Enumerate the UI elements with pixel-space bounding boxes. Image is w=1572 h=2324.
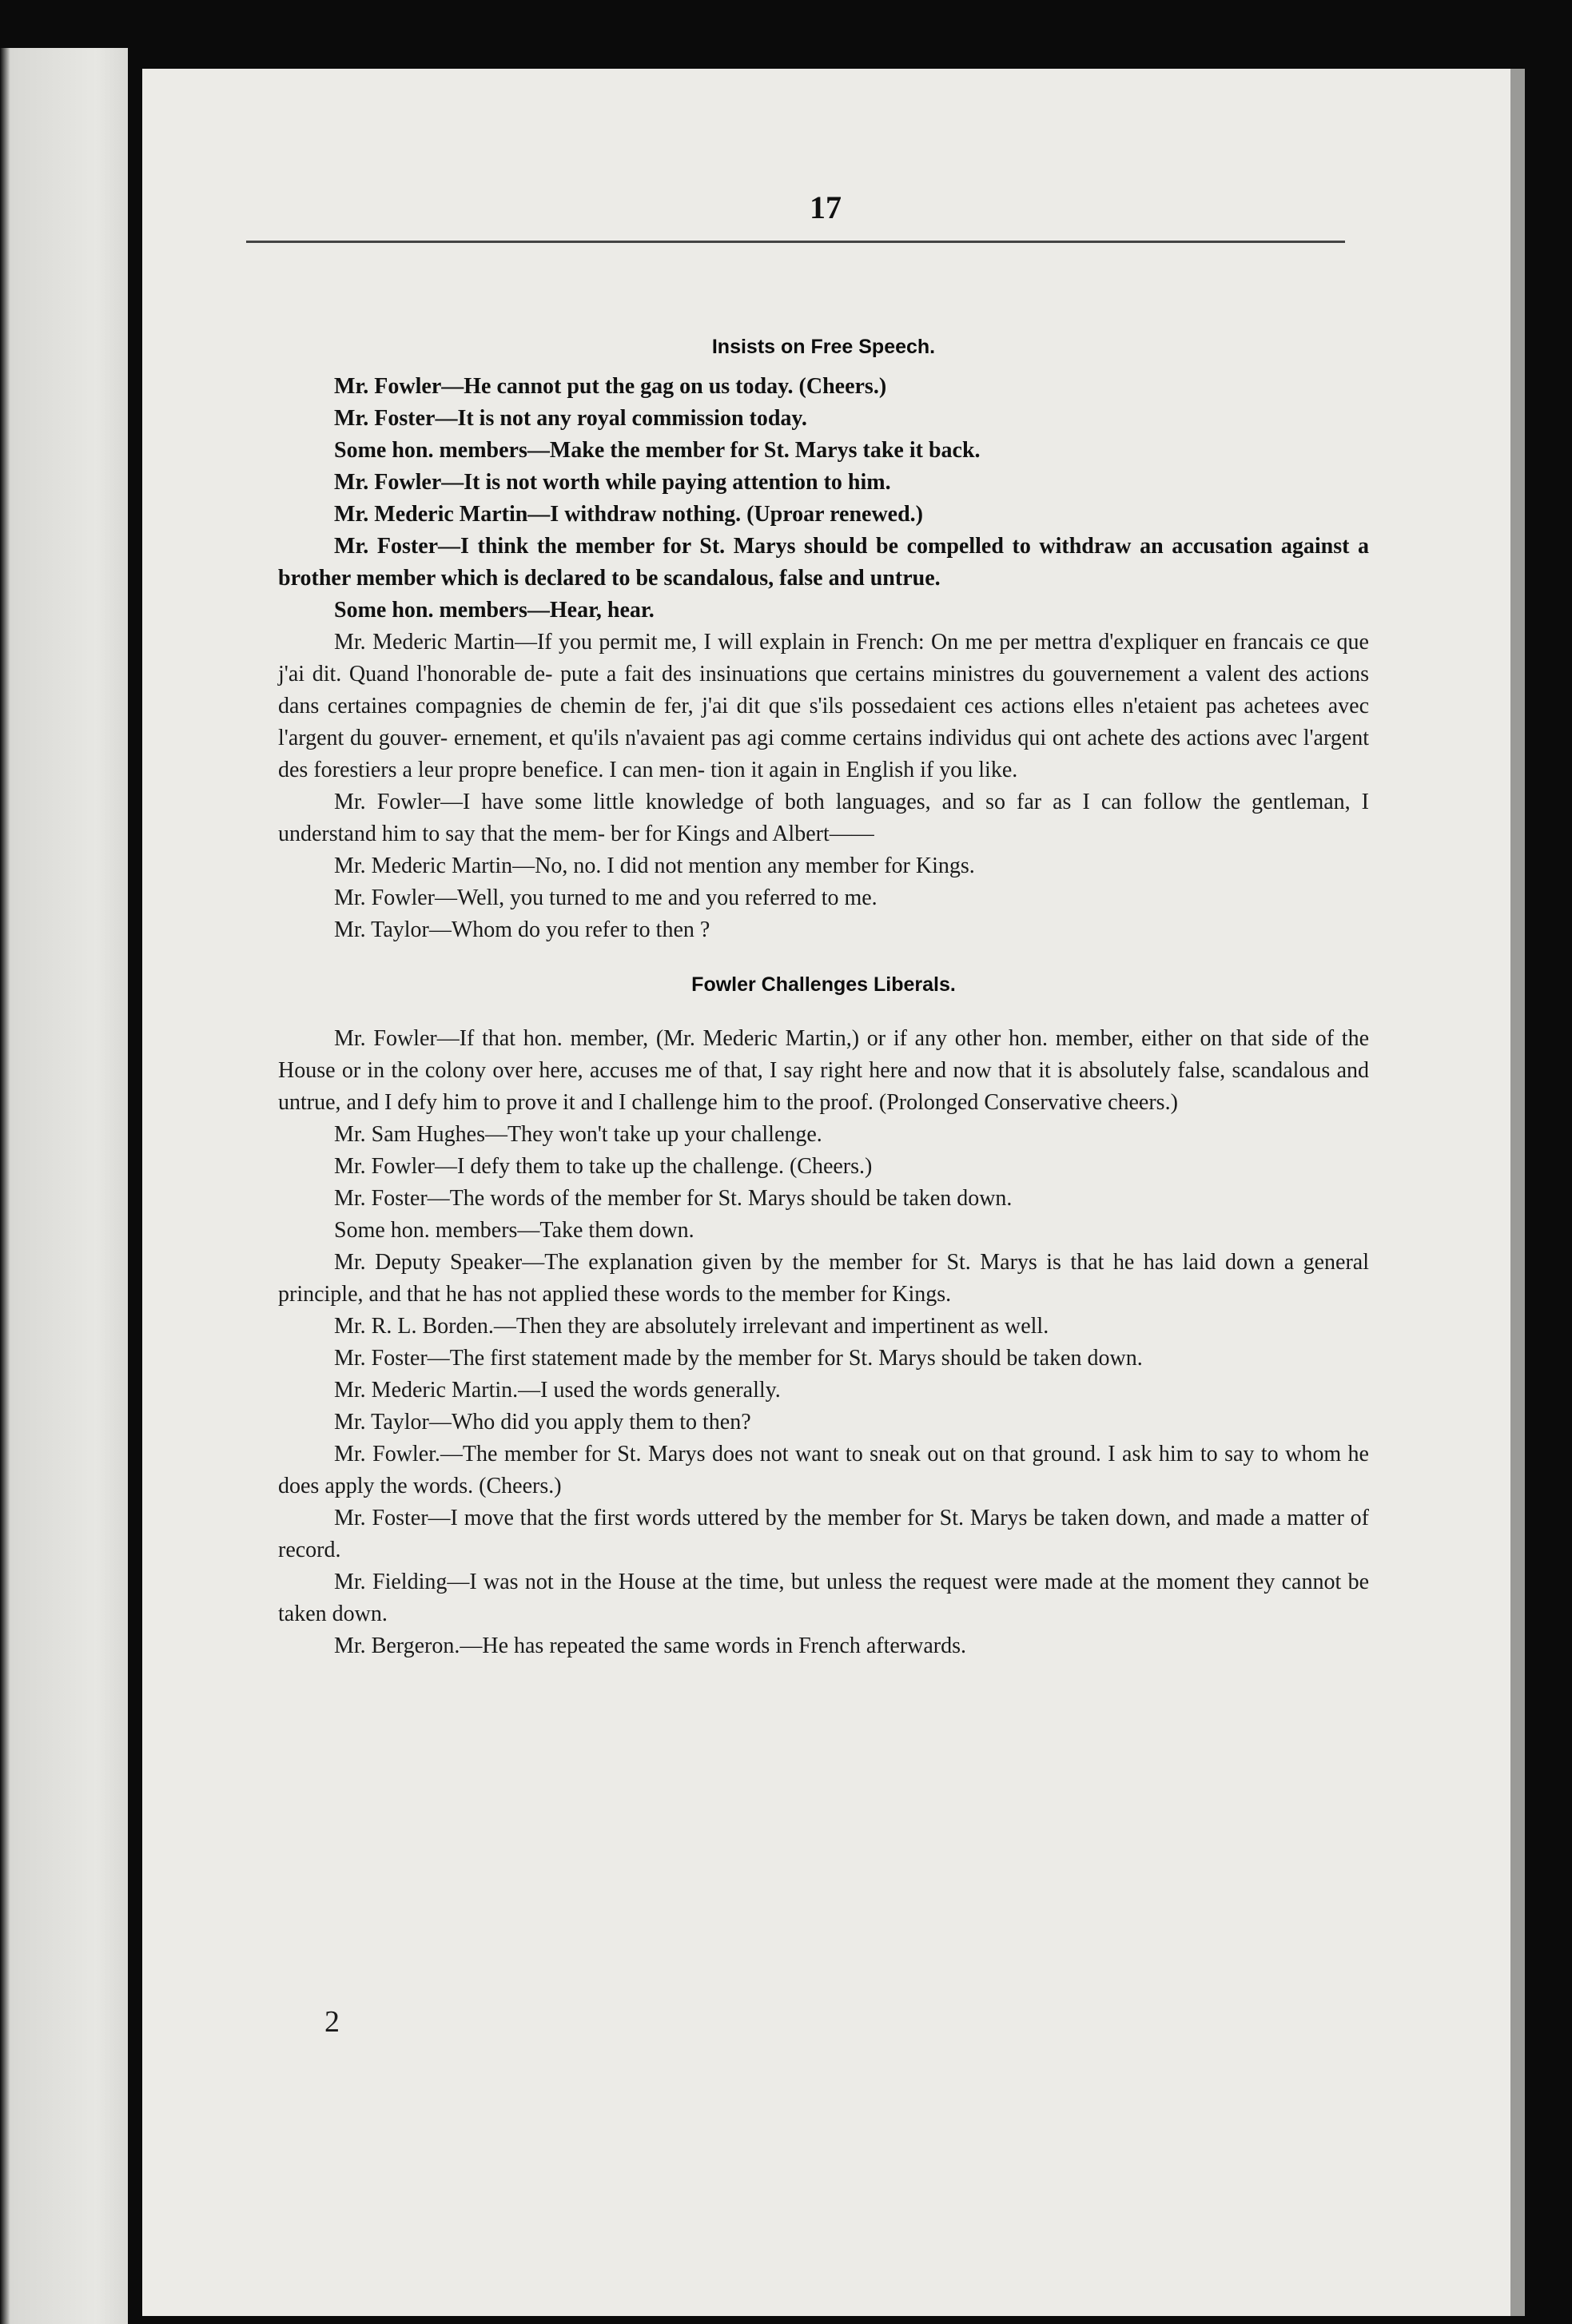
paragraph: Some hon. members—Make the member for St. Marys take it back. xyxy=(334,438,981,463)
header-rule xyxy=(246,241,1345,243)
paragraph: Mr. Foster—The first statement made by the member for St. Marys should be taken down. xyxy=(334,1346,1143,1371)
paragraph: Mr. Mederic Martin.—I used the words generally. xyxy=(334,1378,781,1403)
section-gap xyxy=(278,1009,1369,1023)
text-body xyxy=(278,323,1369,1662)
paragraph: Mr. Foster—The words of the member for St. Marys should be taken down. xyxy=(334,1186,1013,1211)
paragraph: Mr. Fowler—It is not worth while paying attention to him. xyxy=(334,470,891,495)
paragraph: Mr. R. L. Borden.—Then they are absolutely irrelevant and impertinent as well. xyxy=(334,1314,1049,1339)
page-number: 17 xyxy=(810,189,842,225)
paragraph: Mr. Bergeron.—He has repeated the same words in French afterwards. xyxy=(334,1634,966,1658)
paragraph: Mr. Mederic Martin—If you permit me, I will explain in French: On me per mettra d'expliquer en francais ce que j'ai dit. Quand l'honorable de- pute a fait des insinuations que certains ministres du gouvernement a valent des actions dans certaines compagnies de chemin de fer, j'ai dit que s'ils possedaient ces actions elles n'etaient pas achetees avec l'argent du gouver- ernement, et qu'ils n'avaient pas agi comme certains individus qui ont achete des actions avec l'argent des forestiers a leur propre benefice. I can men- tion it again in English if you like. xyxy=(278,630,1369,782)
paragraph: Mr. Mederic Martin—No, no. I did not mention any member for Kings. xyxy=(334,854,975,878)
paragraph: Mr. Deputy Speaker—The explanation given by the member for St. Marys is that he has laid down a general principle, and that he has not applied these words to the member for Kings. xyxy=(278,1250,1369,1307)
paragraph: Some hon. members—Hear, hear. xyxy=(334,598,655,623)
signature-mark: 2 xyxy=(324,2005,340,2039)
page-sheet xyxy=(142,69,1525,2316)
paragraph: Mr. Fowler—I defy them to take up the challenge. (Cheers.) xyxy=(334,1154,873,1179)
paragraph: Mr. Taylor—Who did you apply them to then? xyxy=(334,1410,751,1435)
paragraph: Mr. Fowler—He cannot put the gag on us today. (Cheers.) xyxy=(334,374,887,399)
paragraph: Mr. Foster—I think the member for St. Marys should be compelled to withdraw an accusation against a brother member which is declared to be scandalous, false and untrue. xyxy=(278,534,1369,591)
paragraph: Mr. Fowler—Well, you turned to me and you referred to me. xyxy=(334,885,878,910)
section-heading-fowler-challenges: Fowler Challenges Liberals. xyxy=(691,973,956,996)
paragraph: Mr. Fowler—If that hon. member, (Mr. Mederic Martin,) or if any other hon. member, either on that side of the House or in the colony over here, accuses me of that, I say right here and now that it is absolutely false, scandalous and untrue, and I defy him to prove it and I challenge him to the proof. (Prolonged Conservative cheers.) xyxy=(278,1026,1369,1115)
paragraph: Mr. Fielding—I was not in the House at the time, but unless the request were made at the moment they cannot be taken down. xyxy=(278,1570,1369,1626)
paragraph: Mr. Fowler.—The member for St. Marys does not want to sneak out on that ground. I ask him to say to whom he does apply the words. (Cheers.) xyxy=(278,1442,1369,1498)
paragraph: Mr. Foster—I move that the first words uttered by the member for St. Marys be taken down, and made a matter of record. xyxy=(278,1506,1369,1562)
paragraph: Mr. Fowler—I have some little knowledge of both languages, and so far as I can follow the gentleman, I understand him to say that the mem- ber for Kings and Albert—— xyxy=(278,790,1369,846)
section-heading-free-speech: Insists on Free Speech. xyxy=(711,336,936,358)
paragraph: Mr. Mederic Martin—I withdraw nothing. (Uproar renewed.) xyxy=(334,502,923,527)
section-gap xyxy=(278,946,1369,961)
paragraph: Mr. Taylor—Whom do you refer to then ? xyxy=(334,917,710,942)
paragraph: Mr. Sam Hughes—They won't take up your challenge. xyxy=(334,1122,822,1147)
adjacent-page-edge xyxy=(0,48,128,2324)
paragraph: Mr. Foster—It is not any royal commission today. xyxy=(334,406,807,431)
paragraph: Some hon. members—Take them down. xyxy=(334,1218,694,1243)
